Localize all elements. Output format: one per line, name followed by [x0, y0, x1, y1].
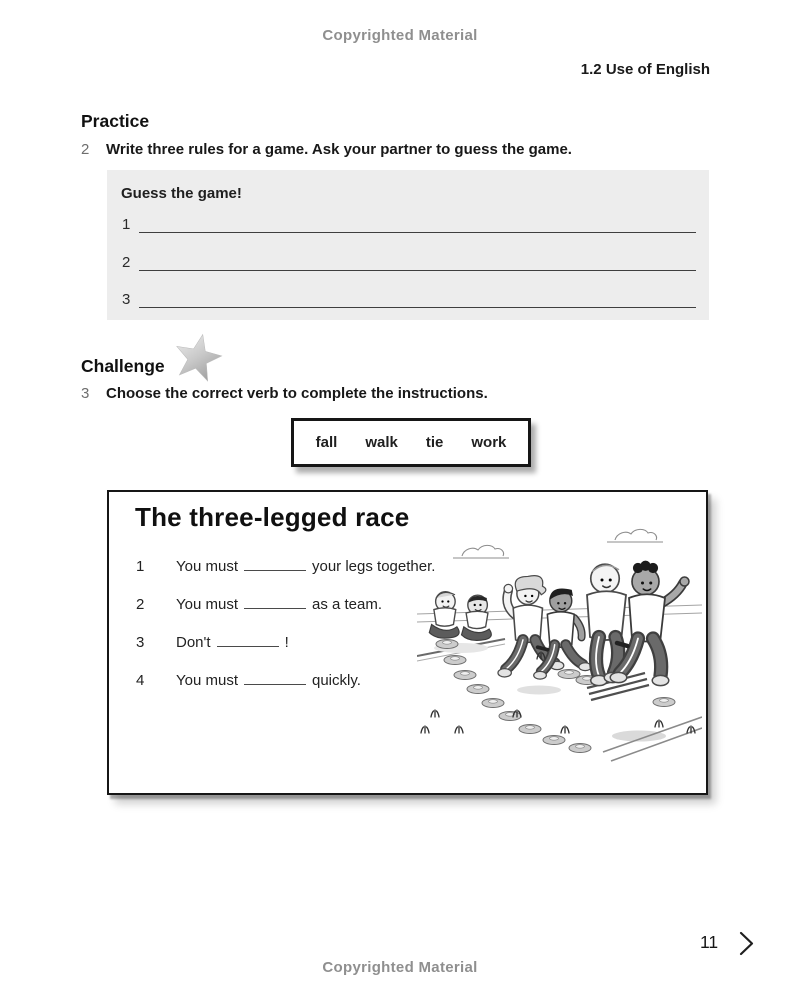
guess-the-game-box: [107, 170, 709, 320]
sentence-text: [176, 672, 361, 689]
word-bank-item: work: [471, 434, 507, 451]
exercise-number: 3: [81, 385, 90, 402]
sentence-number: 2: [136, 596, 145, 613]
challenge-instruction: Choose the correct verb to complete the instructions.: [106, 385, 488, 402]
sentence-number: 4: [136, 672, 145, 689]
challenge-heading-row: [81, 350, 225, 382]
writing-line: [139, 216, 696, 233]
challenge-heading: Challenge: [81, 355, 165, 376]
sentence-after: quickly.: [312, 672, 361, 689]
exercise-number: 2: [81, 141, 90, 158]
race-sentence-3: [136, 634, 289, 651]
sentence-after: !: [284, 634, 289, 651]
guess-box-title: Guess the game!: [121, 185, 242, 202]
word-bank-item: walk: [365, 434, 398, 451]
race-sentence-2: [136, 596, 382, 613]
sentence-before: Don't: [176, 634, 211, 651]
practice-instruction-row: [81, 141, 572, 158]
fill-in-blank: [244, 558, 306, 571]
sentence-text: [176, 558, 435, 575]
writing-line: [139, 254, 696, 271]
fill-in-blank: [244, 596, 306, 609]
sentence-number: 1: [136, 558, 145, 575]
race-sentence-4: [136, 672, 361, 689]
race-sentence-1: [136, 558, 435, 575]
line-number: 2: [122, 254, 131, 271]
race-worksheet: [107, 490, 708, 795]
line-number: 3: [122, 291, 131, 308]
star-icon: [171, 332, 225, 382]
writing-line-row-2: [122, 252, 696, 271]
copyright-notice-top: Copyrighted Material: [322, 27, 478, 44]
fill-in-blank: [244, 672, 306, 685]
sentence-after: as a team.: [312, 596, 383, 613]
challenge-instruction-row: [81, 385, 488, 402]
word-bank-item: tie: [425, 434, 444, 451]
sentence-before: You must: [176, 596, 238, 613]
sentence-after: your legs together.: [312, 558, 436, 575]
sentence-before: You must: [176, 672, 238, 689]
sentence-number: 3: [136, 634, 145, 651]
writing-line-row-1: [122, 214, 696, 233]
writing-line: [139, 291, 696, 308]
race-title: The three-legged race: [135, 502, 410, 532]
copyright-notice-bottom: Copyrighted Material: [322, 959, 478, 976]
fill-in-blank: [217, 634, 279, 647]
practice-heading: Practice: [81, 111, 150, 131]
sentence-text: [176, 596, 382, 613]
section-header: 1.2 Use of English: [580, 61, 710, 78]
sentence-text: [176, 634, 289, 651]
page-number: 11: [700, 932, 719, 952]
writing-line-row-3: [122, 289, 696, 308]
word-bank-item: fall: [315, 434, 338, 451]
race-illustration: [417, 526, 702, 774]
sentence-before: You must: [176, 558, 238, 575]
practice-instruction: Write three rules for a game. Ask your partner to guess the game.: [106, 141, 572, 158]
word-bank: [291, 418, 531, 467]
line-number: 1: [122, 216, 131, 233]
chevron-right-icon[interactable]: [737, 930, 757, 957]
